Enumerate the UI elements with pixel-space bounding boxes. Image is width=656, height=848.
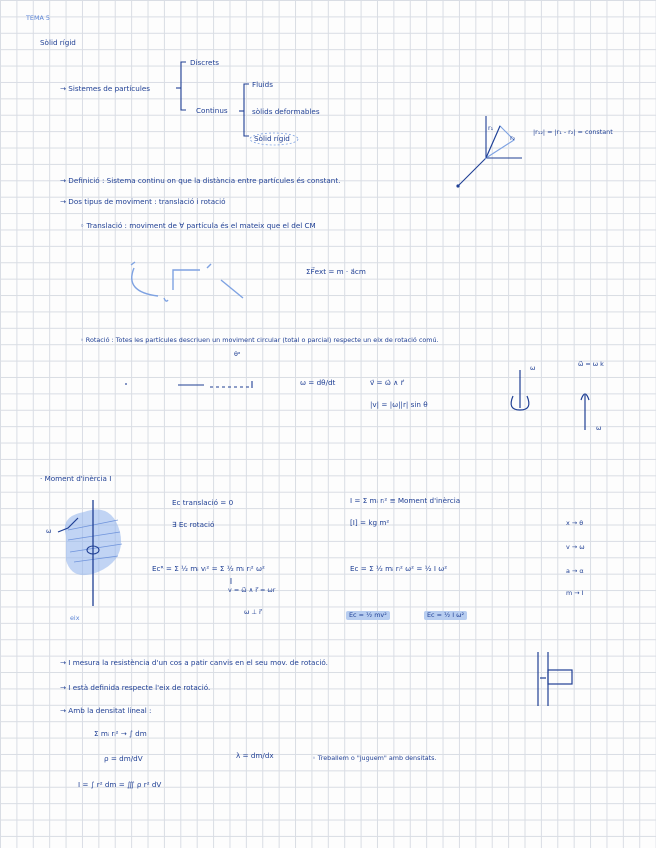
rotational-energy-final: Ec = Σ ½ mᵢ rᵢ² ω² = ½ I ω² [350,564,448,573]
omega-axis-label-1: ω [530,364,536,372]
translation-sketch [131,262,243,301]
velocity-modulus: |v| = |ω||r| sin θ [370,400,428,409]
rotacio-text: ◦ Rotació : Totes les partícules descriuen un moviment circular (total o parcial) respecte un eix de rotació comú. [80,336,439,344]
omega-definition: ω = dθ/dt [300,378,336,387]
translational-energy-box: Ec = ½ mv² [346,611,390,620]
ec-rotacio: ∃ Ec rotació [172,520,215,529]
inertia-integral: I = ∫ r² dm = ∭ ρ r² dV [78,780,162,789]
note-resistance: → I mesura la resistència d'un cos a patir canvis en el seu mov. de rotació. [60,658,328,667]
analogy-a-alpha: a → α [566,567,584,575]
v-omega-r-formula: v = ω⃗ ∧ r⃗ = ωr [228,586,276,594]
r1-label: r₁ [488,124,494,132]
theta-label: θᵃ [234,350,241,358]
omega-k-formula: ω⃗ = ω k [578,360,604,368]
fluids-label: Fluids [252,80,273,89]
tema-label: TEMA 5 [26,14,50,22]
rotation-sketch [125,381,252,388]
rotational-energy-sum: Ecᴿ = Σ ½ mᵢ vᵢ² = Σ ½ mᵢ rᵢ² ω² [152,564,265,573]
discrets-label: Discrets [190,58,220,67]
axis-omega-label: ω [46,527,52,535]
inercia-heading: · Moment d'inèrcia I [40,474,112,483]
note-linear-density: → Amb la densitat lineal : [60,706,152,715]
analogy-v-omega: v → ω [566,543,585,551]
rotation-axis-icon [511,370,589,430]
velocity-formula: v⃗ = ω⃗ ∧ r⃗ [370,378,404,387]
r2-label: r₂ [510,134,516,142]
rotational-energy-box: Ec = ½ I ω² [424,611,467,620]
eix-label: eix [70,614,80,622]
analogy-m-inertia: m → I [566,589,584,597]
inertia-units: [I] = kg m² [350,518,390,527]
ec-translacio: Ec translació = 0 [172,498,234,507]
rotating-body-drawing [58,500,122,606]
page-title: Sòlid rígid [40,38,76,47]
analogy-x-theta: x → θ [566,519,584,527]
disc-axis-sketch [538,652,572,706]
continus-label: Continus [196,106,228,115]
translacio-text: ◦ Translació : moviment de ∀ partícula és el mateix que el del CM [80,221,316,230]
tipus-text: → Dos tipus de moviment : translació i rotació [60,197,226,206]
deformables-label: sòlids deformables [252,107,320,116]
volume-density: ρ = dm/dV [104,754,143,763]
sum-to-integral: Σ mᵢ rᵢ² → ∫ dm [94,729,147,738]
linear-density: λ = dm/dx [236,751,274,760]
constant-distance-formula: |r₁₂| = |r₁ - r₂| = constant [533,128,613,136]
rigid-label: Sòlid rígid [254,134,290,143]
definicio-text: → Definició : Sistema continu on que la distància entre partícules és constant. [60,176,341,185]
inertia-definition: I = Σ mᵢ rᵢ² ≡ Moment d'inèrcia [350,496,461,505]
note-axis-defined: → I està definida respecte l'eix de rotació. [60,683,211,692]
omega-axis-label-2: ω [596,424,602,432]
classification-bracket [176,62,249,136]
perpendicular-note: ω ⊥ r⃗ [244,608,262,616]
sistemes-label: → Sistemes de partícules [60,84,150,93]
newton-formula: ΣF⃗ext = m · a⃗cm [306,267,366,276]
densities-note: ◦ Treballem o "juguem" amb densitats. [312,754,437,762]
